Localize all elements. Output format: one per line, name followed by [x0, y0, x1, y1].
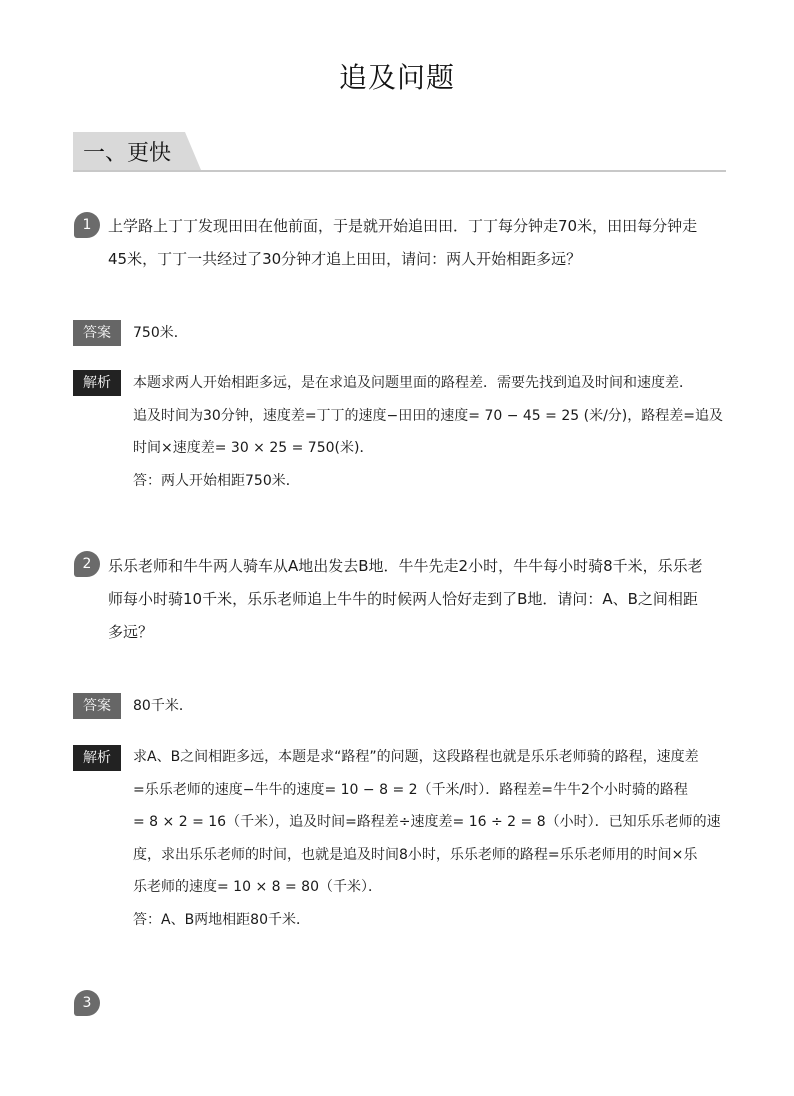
answer-tag: 答案: [73, 693, 121, 719]
question-line: 45米，丁丁一共经过了30分钟才追上田田，请问：两人开始相距多远？: [108, 250, 582, 268]
section-title: 一、更快: [83, 141, 172, 166]
section-header: [73, 132, 726, 172]
analysis-line: 追及时间为30分钟，速度差=丁丁的速度−田田的速度= 70 − 45 = 25 (米/分)，路程差=追及: [133, 407, 723, 424]
question-text: [108, 210, 718, 276]
answer-text: 750米．: [133, 325, 188, 341]
analysis-line: = 8 × 2 = 16（千米），追及时间=路程差÷速度差= 16 ÷ 2 = 8（小时）．已知乐乐老师的速: [133, 814, 721, 830]
question-number-badge: 1: [74, 212, 100, 238]
analysis-conclusion: 答：A、B两地相距80千米．: [133, 911, 310, 928]
analysis-line: 乐老师的速度= 10 × 8 = 80（千米）．: [133, 879, 382, 895]
analysis-line: =乐乐老师的速度−牛牛的速度= 10 − 8 = 2（千米/时）．路程差=牛牛2个小时骑的路程: [133, 781, 688, 798]
section-divider: [73, 170, 726, 172]
analysis-text: [133, 367, 723, 497]
question-line: 多远？: [108, 623, 154, 641]
analysis-line: 度，求出乐乐老师的时间，也就是追及时间8小时，乐乐老师的路程=乐乐老师用的时间×乐: [133, 846, 698, 863]
analysis-line: 时间×速度差= 30 × 25 = 750(米)．: [133, 440, 374, 456]
answer-text: 80千米．: [133, 698, 193, 714]
analysis-text: [133, 741, 723, 936]
analysis-line: 求A、B之间相距多远，本题是求“路程”的问题，这段路程也就是乐乐老师骑的路程，速度差: [133, 749, 699, 765]
page-title: 追及问题: [338, 61, 455, 94]
question-text: [108, 550, 718, 649]
analysis-tag: 解析: [73, 370, 121, 396]
question-line: 乐乐老师和牛牛两人骑车从A地出发去B地．牛牛先走2小时，牛牛每小时骑8千米，乐乐老: [108, 557, 703, 575]
analysis-tag: 解析: [73, 745, 121, 771]
question-number-badge: 3: [74, 990, 100, 1016]
answer-tag: 答案: [73, 320, 121, 346]
question-line: 上学路上丁丁发现田田在他前面，于是就开始追田田．丁丁每分钟走70米，田田每分钟走: [108, 217, 698, 235]
question-number-badge: 2: [74, 551, 100, 577]
analysis-line: 本题求两人开始相距多远，是在求追及问题里面的路程差．需要先找到追及时间和速度差．: [133, 375, 693, 391]
analysis-conclusion: 答：两人开始相距750米．: [133, 472, 300, 489]
question-line: 师每小时骑10千米，乐乐老师追上牛牛的时候两人恰好走到了B地．请问：A、B之间相距: [108, 590, 698, 608]
